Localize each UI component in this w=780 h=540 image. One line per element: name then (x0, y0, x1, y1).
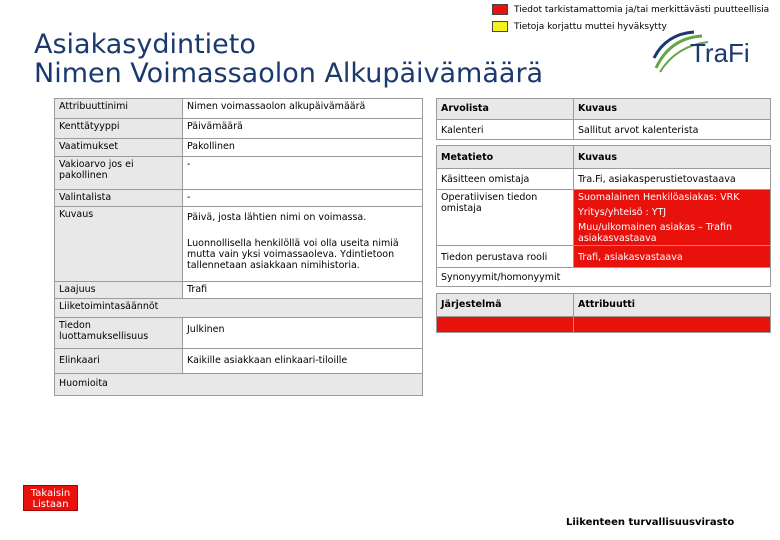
arvolista-value: Kalenteri (437, 120, 573, 139)
footer-agency-name: Liikenteen turvallisuusvirasto (566, 517, 735, 528)
value-attribuuttinimi: Nimen voimassaolon alkupäivämäärä (183, 99, 422, 118)
trafi-logo-text: TraFi (690, 38, 750, 68)
page-title (34, 30, 543, 88)
value-operatiivisen-omistaja (574, 190, 770, 245)
metatieto-header-kuvaus: Kuvaus (574, 146, 770, 168)
jarjestelma-header-label: Järjestelmä (437, 294, 573, 316)
jarjestelma-value (437, 317, 573, 332)
label-kenttatyyppi: Kenttätyyppi (55, 119, 182, 138)
legend-yellow-label: Tietoja korjattu muttei hyväksytty (514, 21, 667, 32)
value-kuvaus (183, 207, 422, 281)
value-laajuus: Trafi (183, 282, 422, 298)
value-valintalista: - (183, 190, 422, 206)
kuvaus-text-2: Luonnollisella henkilöllä voi olla useita nimiä mutta vain yksi voimassaoleva. Ydintietoon tallennetaan asiakkaan nimihistoria. (187, 238, 399, 271)
title-line1: Asiakasydintieto (34, 29, 256, 60)
label-valintalista: Valintalista (55, 190, 182, 206)
value-vakioarvo: - (183, 157, 422, 189)
label-vaatimukset: Vaatimukset (55, 139, 182, 156)
label-laajuus: Laajuus (55, 282, 182, 298)
omistaja-muu: Muu/ulkomainen asiakas – Trafin asiakasvastaava (578, 222, 732, 244)
label-synonyymit: Synonyymit/homonyymit (437, 268, 770, 286)
arvolista-header-label: Arvolista (437, 99, 573, 119)
back-button-line1: Takaisin (30, 488, 71, 499)
label-vakioarvo: Vakioarvo jos ei pakollinen (55, 157, 182, 189)
value-kenttatyyppi: Päivämäärä (183, 119, 422, 138)
label-operatiivisen-omistaja: Operatiivisen tiedon omistaja (437, 190, 573, 245)
label-elinkaari: Elinkaari (55, 349, 182, 373)
kuvaus-text-1: Päivä, josta lähtien nimi on voimassa. (187, 212, 367, 223)
back-to-list-button[interactable] (23, 485, 78, 511)
back-button-line2: Listaan (32, 499, 69, 510)
metatieto-header-label: Metatieto (437, 146, 573, 168)
value-luottamuksellisuus: Julkinen (183, 318, 422, 348)
label-huomioita: Huomioita (55, 374, 422, 395)
label-kuvaus: Kuvaus (55, 207, 182, 281)
omistaja-vrk: Suomalainen Henkilöasiakas: VRK (578, 192, 740, 203)
value-perustava-rooli: Trafi, asiakasvastaava (574, 246, 770, 267)
label-perustava-rooli: Tiedon perustava rooli (437, 246, 573, 267)
arvolista-description: Sallitut arvot kalenterista (574, 120, 770, 139)
arvolista-header-kuvaus: Kuvaus (574, 99, 770, 119)
jarjestelma-header-attribuutti: Attribuutti (574, 294, 770, 316)
legend-red (492, 4, 769, 15)
value-elinkaari: Kaikille asiakkaan elinkaari-tiloille (183, 349, 422, 373)
omistaja-ytj: Yritys/yhteisö : YTJ (578, 207, 667, 218)
jarjestelma-attribute-value (574, 317, 770, 332)
label-liiketoimintasaannot: Liiketoimintasäännöt (55, 299, 422, 317)
value-vaatimukset: Pakollinen (183, 139, 422, 156)
label-luottamuksellisuus: Tiedon luottamuksellisuus (55, 318, 182, 348)
trafi-logo (650, 28, 770, 76)
legend-red-label: Tiedot tarkistamattomia ja/tai merkittävästi puutteellisia (514, 4, 770, 15)
legend-red-swatch (492, 4, 508, 15)
label-attribuuttinimi: Attribuuttinimi (55, 99, 182, 118)
label-kasitteen-omistaja: Käsitteen omistaja (437, 169, 573, 189)
value-kasitteen-omistaja: Tra.Fi, asiakasperustietovastaava (574, 169, 770, 189)
title-line2: Nimen Voimassaolon Alkupäivämäärä (34, 58, 544, 89)
